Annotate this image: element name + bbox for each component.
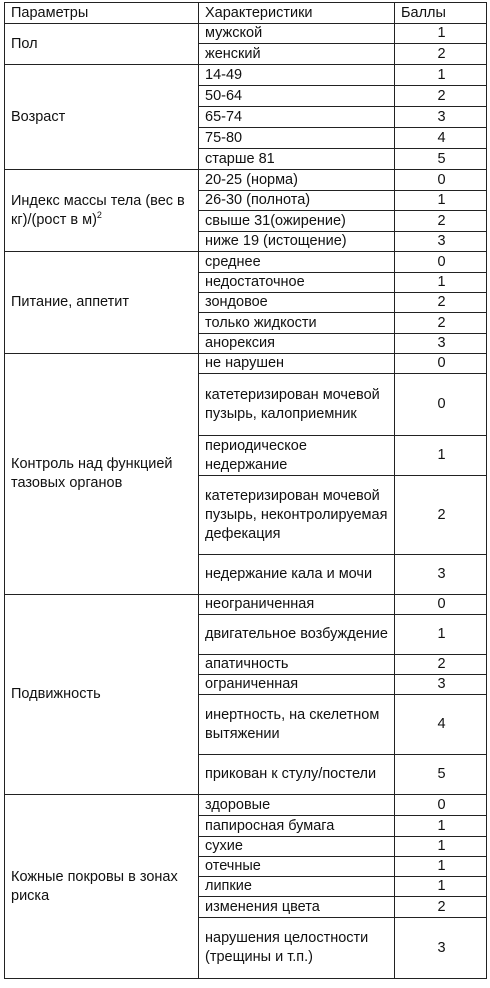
score-cell: 1 [395, 816, 487, 837]
characteristic-cell: среднее [199, 252, 395, 273]
parameter-label: Питание, аппетит [11, 294, 130, 310]
risk-assessment-table [4, 2, 487, 979]
score-cell: 1 [395, 273, 487, 293]
score-cell: 4 [395, 695, 487, 755]
characteristic-cell: свыше 31(ожирение) [199, 211, 395, 232]
parameter-label: Контроль над функцией тазовых органов [11, 456, 173, 491]
characteristic-cell: апатичность [199, 655, 395, 675]
score-cell: 2 [395, 476, 487, 555]
table-row [5, 252, 487, 273]
characteristic-cell: папиросная бумага [199, 816, 395, 837]
header-score: Баллы [395, 3, 487, 24]
table-body [5, 24, 487, 979]
characteristic-cell: двигательное возбуждение [199, 615, 395, 655]
score-cell: 1 [395, 24, 487, 44]
characteristic-cell: отечные [199, 857, 395, 877]
header-param: Параметры [5, 3, 199, 24]
characteristic-cell: 50-64 [199, 86, 395, 107]
parameter-label: Пол [11, 35, 38, 52]
characteristic-cell: 20-25 (норма) [199, 170, 395, 191]
score-cell: 3 [395, 107, 487, 128]
characteristic-cell: анорексия [199, 334, 395, 354]
characteristic-cell: катетеризирован мочевой пузырь, неконтролируемая дефекация [199, 476, 395, 555]
characteristic-cell: 26-30 (полнота) [199, 191, 395, 211]
score-cell: 2 [395, 655, 487, 675]
characteristic-cell: катетеризирован мочевой пузырь, калоприемник [199, 374, 395, 436]
characteristic-cell: старше 81 [199, 149, 395, 170]
parameter-cell [5, 170, 199, 252]
score-cell: 3 [395, 555, 487, 595]
characteristic-cell: прикован к стулу/постели [199, 755, 395, 795]
characteristic-cell: нарушения целостности (трещины и т.п.) [199, 918, 395, 979]
parameter-superscript: 2 [96, 209, 102, 220]
characteristic-cell: периодическое недержание [199, 436, 395, 476]
score-cell: 0 [395, 252, 487, 273]
score-cell: 5 [395, 149, 487, 170]
parameter-cell [5, 65, 199, 170]
score-cell: 1 [395, 857, 487, 877]
characteristic-cell: только жидкости [199, 313, 395, 334]
table-header-row [5, 3, 487, 24]
score-cell: 0 [395, 595, 487, 615]
parameter-cell [5, 795, 199, 979]
parameter-label: Возраст [11, 108, 66, 125]
characteristic-cell: мужской [199, 24, 395, 44]
score-cell: 2 [395, 293, 487, 313]
score-cell: 5 [395, 755, 487, 795]
characteristic-cell: изменения цвета [199, 897, 395, 918]
parameter-label: Подвижность [11, 686, 101, 702]
characteristic-cell: инертность, на скелетном вытяжении [199, 695, 395, 755]
table-row [5, 354, 487, 374]
score-cell: 3 [395, 232, 487, 252]
score-cell: 1 [395, 436, 487, 476]
score-cell: 1 [395, 615, 487, 655]
characteristic-cell: сухие [199, 837, 395, 857]
score-cell: 0 [395, 374, 487, 436]
characteristic-cell: 65-74 [199, 107, 395, 128]
characteristic-cell: недостаточное [199, 273, 395, 293]
table-row [5, 795, 487, 816]
parameter-label: Индекс массы тела (вес в кг)/(рост в м) [11, 192, 185, 228]
characteristic-cell: ограниченная [199, 675, 395, 695]
parameter-cell [5, 24, 199, 65]
score-cell: 0 [395, 354, 487, 374]
score-cell: 2 [395, 86, 487, 107]
characteristic-cell: недержание кала и мочи [199, 555, 395, 595]
score-cell: 1 [395, 65, 487, 86]
table-row [5, 65, 487, 86]
score-cell: 0 [395, 170, 487, 191]
score-cell: 1 [395, 837, 487, 857]
characteristic-cell: женский [199, 44, 395, 65]
score-cell: 0 [395, 795, 487, 816]
header-characteristic: Характеристики [199, 3, 395, 24]
score-cell: 2 [395, 897, 487, 918]
parameter-cell [5, 595, 199, 795]
characteristic-cell: 75-80 [199, 128, 395, 149]
parameter-cell [5, 252, 199, 354]
score-cell: 2 [395, 313, 487, 334]
characteristic-cell: 14-49 [199, 65, 395, 86]
score-cell: 3 [395, 675, 487, 695]
score-cell: 3 [395, 918, 487, 979]
score-cell: 1 [395, 191, 487, 211]
score-cell: 2 [395, 44, 487, 65]
characteristic-cell: зондовое [199, 293, 395, 313]
characteristic-cell: не нарушен [199, 354, 395, 374]
characteristic-cell: ниже 19 (истощение) [199, 232, 395, 252]
table-row [5, 24, 487, 44]
parameter-label: Кожные покровы в зонах риска [11, 868, 178, 904]
characteristic-cell: липкие [199, 877, 395, 897]
score-cell: 1 [395, 877, 487, 897]
score-cell: 3 [395, 334, 487, 354]
table-row [5, 170, 487, 191]
score-cell: 4 [395, 128, 487, 149]
characteristic-cell: неограниченная [199, 595, 395, 615]
parameter-cell [5, 354, 199, 595]
characteristic-cell: здоровые [199, 795, 395, 816]
score-cell: 2 [395, 211, 487, 232]
table-row [5, 595, 487, 615]
